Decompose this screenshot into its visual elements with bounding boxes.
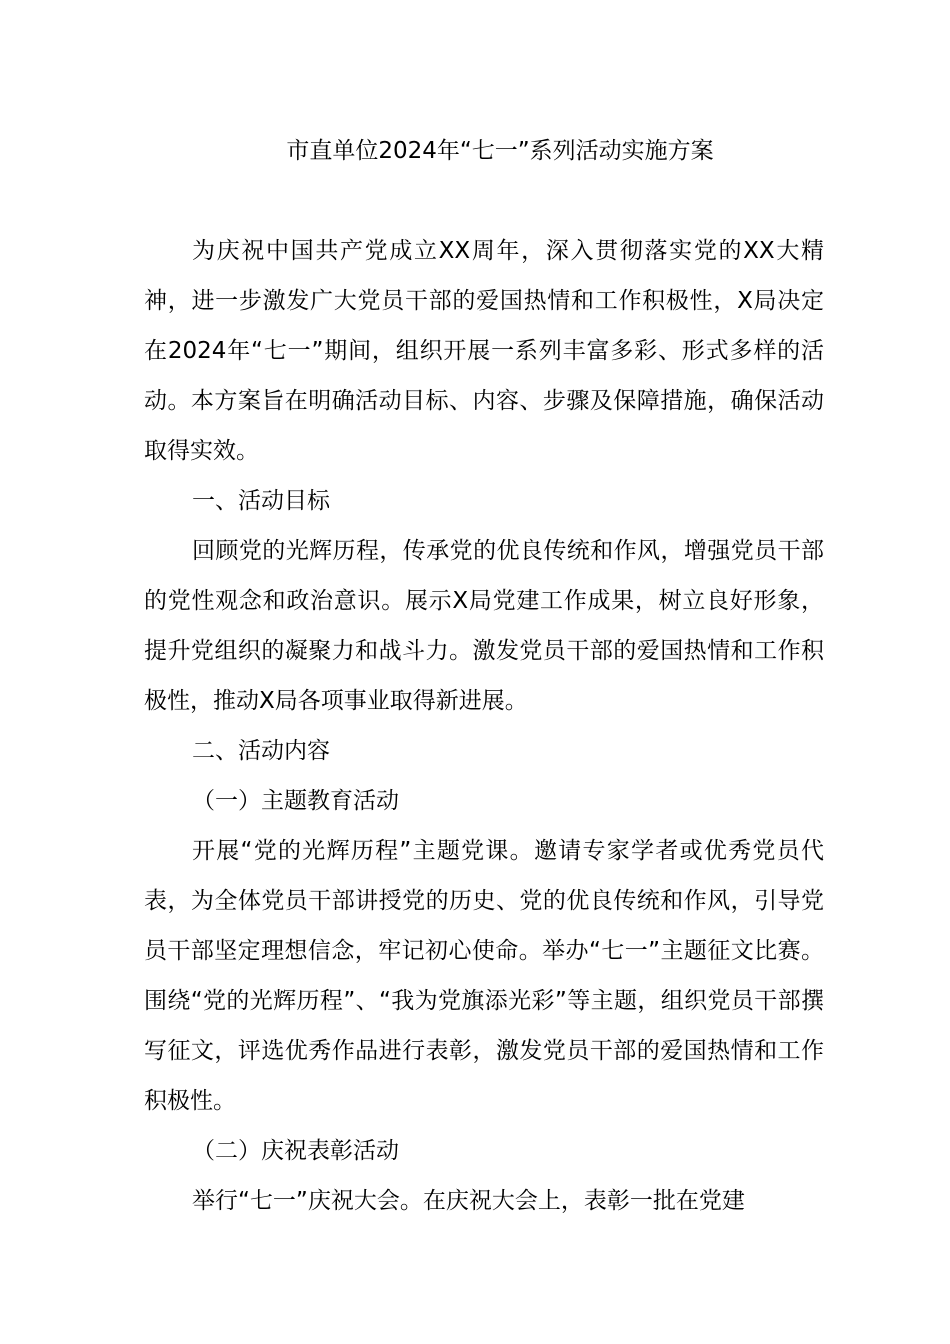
subsection-heading-education: （一）主题教育活动 (192, 788, 399, 814)
subsection-heading-celebration: （二）庆祝表彰活动 (192, 1138, 399, 1164)
document-title: 市直单位2024年“七一”系列活动实施方案 (286, 138, 714, 164)
document-body (144, 226, 824, 1226)
goals-paragraph: 回顾党的光辉历程，传承党的优良传统和作风，增强党员干部的党性观念和政治意识。展示X局党建工作成果，树立良好形象，提升党组织的凝聚力和战斗力。激发党员干部的爱国热情和工作积极性，推动X局各项事业取得新进展。 (144, 538, 824, 714)
section-heading-content: 二、活动内容 (192, 738, 330, 764)
education-paragraph: 开展“党的光辉历程”主题党课。邀请专家学者或优秀党员代表，为全体党员干部讲授党的历史、党的优良传统和作风，引导党员干部坚定理想信念，牢记初心使命。举办“七一”主题征文比赛。围绕“党的光辉历程”、“我为党旗添光彩”等主题，组织党员干部撰写征文，评选优秀作品进行表彰，激发党员干部的爱国热情和工作积极性。 (144, 838, 824, 1114)
section-heading-goals: 一、活动目标 (192, 488, 330, 514)
celebration-paragraph: 举行“七一”庆祝大会。在庆祝大会上，表彰一批在党建 (192, 1188, 745, 1214)
intro-paragraph: 为庆祝中国共产党成立XX周年，深入贯彻落实党的XX大精神，进一步激发广大党员干部的爱国热情和工作积极性，X局决定在2024年“七一”期间，组织开展一系列丰富多彩、形式多样的活动。本方案旨在明确活动目标、内容、步骤及保障措施，确保活动取得实效。 (144, 238, 824, 464)
